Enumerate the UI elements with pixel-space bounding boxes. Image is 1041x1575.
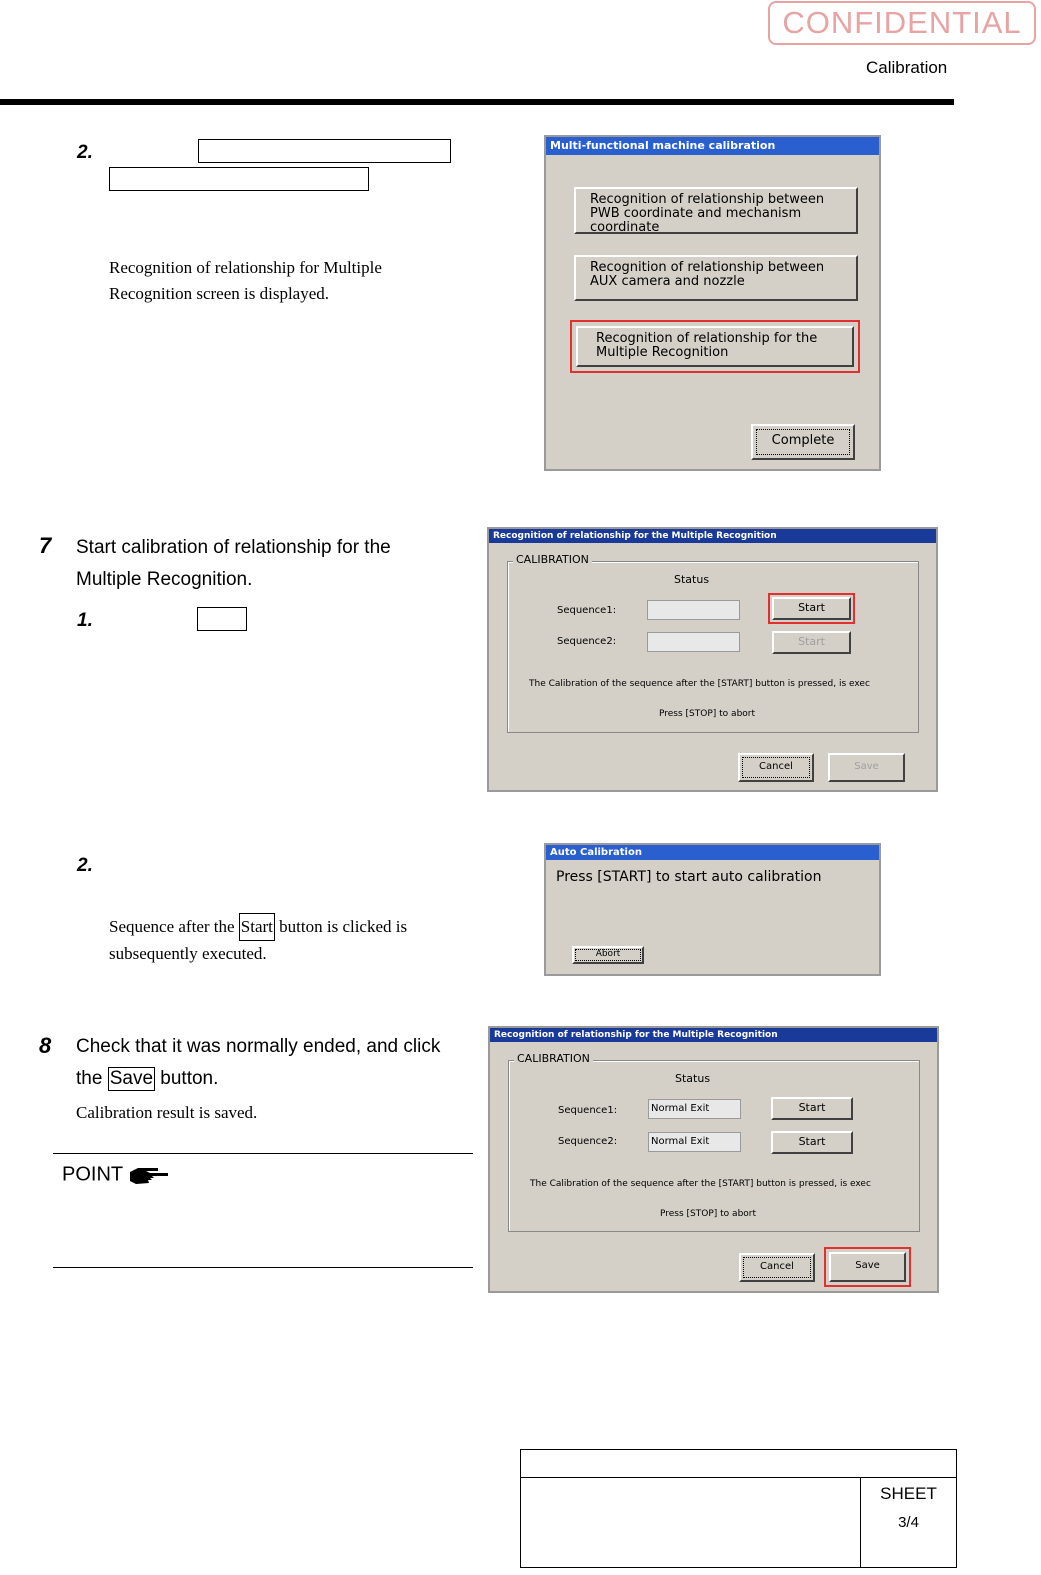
abort-note: Press [STOP] to abort [660, 1209, 757, 1219]
point-bottom-rule [53, 1267, 473, 1268]
step-8-text-post: button. [160, 1068, 219, 1089]
section-title: Calibration [866, 58, 948, 77]
sequence2-start-button[interactable]: Start [771, 1131, 853, 1154]
sequence1-label: Sequence1: [558, 1105, 618, 1116]
save-button-reference: Save [109, 1068, 154, 1089]
multi-function-calibration-dialog [544, 135, 881, 471]
dialog-title: Recognition of relationship for the Multiple Recognition [490, 1028, 937, 1042]
calibration-dialog-start [487, 527, 938, 792]
pwb-mechanism-button[interactable]: Recognition of relationship between PWB coordinate and mechanism coordinate [574, 187, 858, 234]
save-button[interactable]: Save [829, 1252, 906, 1282]
calibration-note: The Calibration of the sequence after the [START] button is pressed, is exec [529, 679, 870, 689]
status-label: Status [675, 1072, 711, 1085]
sequence1-status-field [647, 600, 740, 620]
instruction-box-2 [109, 167, 369, 191]
header-rule [0, 99, 954, 105]
footer-table [520, 1449, 957, 1568]
auto-calibration-message: Press [START] to start auto calibration [556, 869, 822, 885]
cancel-button[interactable]: Cancel [738, 753, 814, 782]
point-top-rule [53, 1153, 473, 1154]
substep-2-number: 2. [77, 142, 93, 163]
abort-button[interactable]: Abort [572, 946, 644, 964]
step-7-sub-1-number: 1. [77, 610, 93, 631]
multiple-recognition-button[interactable]: Recognition of relationship for the Multiple Recognition [576, 326, 854, 367]
sequence1-status-field: Normal Exit [648, 1099, 741, 1119]
sequence2-label: Sequence2: [558, 1136, 618, 1147]
start-button-reference: Start [239, 913, 275, 941]
point-text: POINT [62, 1163, 123, 1186]
aux-camera-nozzle-button[interactable]: Recognition of relationship between AUX camera and nozzle [574, 255, 858, 301]
sequence2-status-field [647, 632, 740, 652]
sequence1-start-button[interactable]: Start [772, 597, 851, 620]
step-7-sub-1-box [197, 607, 247, 631]
result-text-pre: Sequence after the [109, 917, 235, 936]
step-7-sub-2-result [109, 913, 439, 967]
group-label: CALIBRATION [514, 1052, 593, 1065]
dialog-title: Recognition of relationship for the Multiple Recognition [489, 529, 936, 543]
result-text-post: button is clicked is subsequently executed. [109, 917, 408, 963]
instruction-box-1 [198, 139, 451, 163]
dialog-title: Multi-functional machine calibration [546, 137, 879, 155]
sequence2-label: Sequence2: [557, 636, 617, 647]
save-button[interactable]: Save [828, 753, 905, 782]
cancel-button[interactable]: Cancel [739, 1253, 815, 1282]
abort-note: Press [STOP] to abort [659, 709, 756, 719]
status-label: Status [674, 573, 710, 586]
pointing-hand-icon [128, 1162, 172, 1188]
sheet-number: 3/4 [898, 1514, 919, 1531]
sequence2-status-field: Normal Exit [648, 1132, 741, 1152]
auto-calibration-dialog [544, 843, 881, 976]
sequence1-start-button[interactable]: Start [771, 1097, 853, 1120]
step-8-text [76, 1031, 466, 1095]
substep-2-result: Recognition of relationship for Multiple Recognition screen is displayed. [109, 258, 382, 303]
calibration-note: The Calibration of the sequence after the [START] button is pressed, is exec [530, 1179, 871, 1189]
complete-button[interactable]: Complete [751, 424, 855, 460]
confidential-stamp: CONFIDENTIAL [768, 1, 1036, 45]
sequence1-label: Sequence1: [557, 605, 617, 616]
step-7-sub-2-number: 2. [77, 855, 93, 876]
step-7-number: 7 [39, 533, 52, 558]
group-label: CALIBRATION [513, 553, 592, 566]
step-8-number: 8 [39, 1033, 52, 1058]
step-8-result: Calibration result is saved. [76, 1103, 258, 1122]
point-label [62, 1162, 172, 1188]
step-7-text: Start calibration of relationship for the Multiple Recognition. [76, 537, 391, 590]
sequence2-start-button[interactable]: Start [772, 631, 851, 654]
sheet-label: SHEET [880, 1484, 937, 1503]
footer-divider [521, 1477, 956, 1478]
calibration-dialog-finished [488, 1026, 939, 1293]
dialog-title: Auto Calibration [546, 845, 879, 860]
step-8-text-pre: Check that it was normally ended, and click the [76, 1036, 441, 1089]
